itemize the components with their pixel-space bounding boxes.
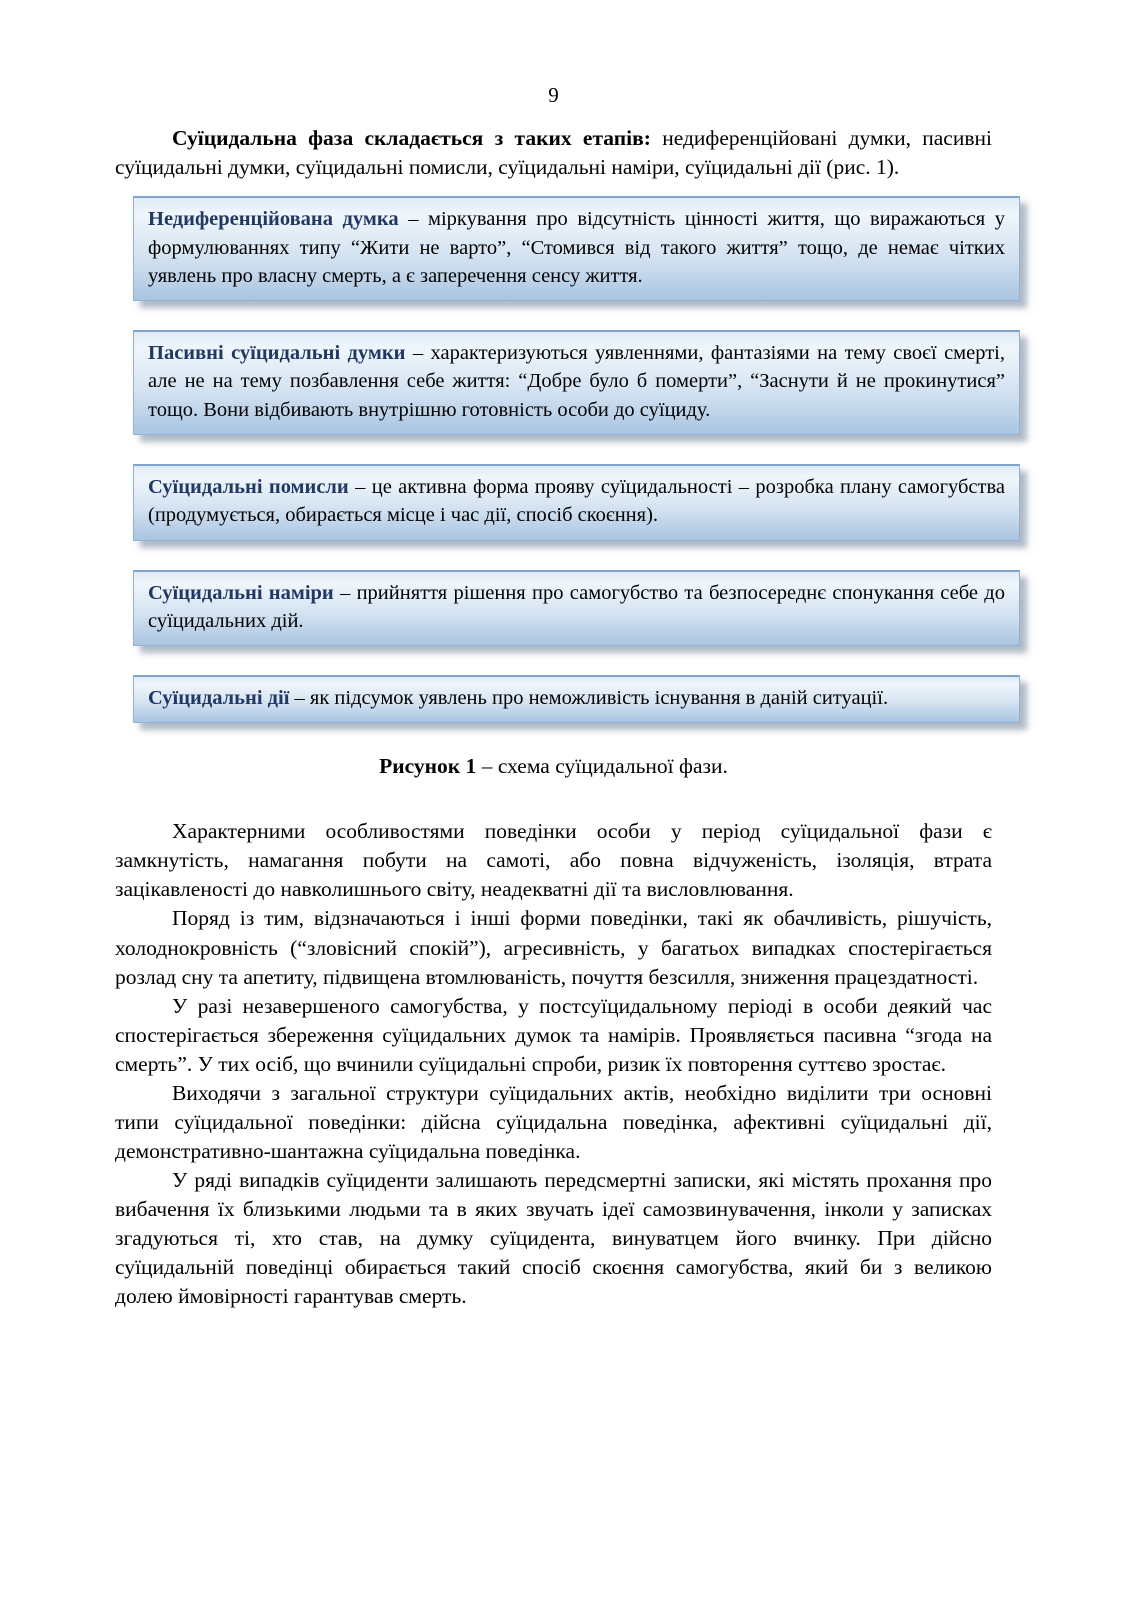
stage-box-undifferentiated-thought — [133, 196, 1020, 301]
stage-description: – це активна форма прояву суїцидальності – розробка плану самогубства (продумується, обирається місце і час дії, спосіб скоєння). — [148, 476, 1005, 527]
intro-paragraph — [115, 124, 992, 182]
body-paragraph: У разі незавершеного самогубства, у постсуїцидальному періоді в особи деякий час спостерігається збереження суїцидальних думок та намірів. Проявляється пасивна “згода на смерть”. У тих осіб, що вчинили суїцидальні спроби, ризик їх повторення суттєво зростає. — [115, 993, 992, 1076]
figure-caption-label: Рисунок 1 — [379, 754, 477, 779]
figure-caption — [115, 752, 992, 781]
stage-box-passive-suicidal-thoughts — [133, 330, 1020, 435]
stage-box-suicidal-actions — [133, 675, 1020, 723]
stage-box-suicidal-ideation — [133, 464, 1020, 541]
stage-title: Недиференційована думка — [148, 208, 399, 231]
stage-description: – характеризуються уявленнями, фантазіями на тему своєї смерті, але не на тему позбавлення себе життя: “Добре було б померти”, “Заснути й не прокинутися” тощо. Вони відбивають внутрішню готовність особи до суїциду. — [148, 342, 1005, 421]
stage-description: – як підсумок уявлень про неможливість існування в даній ситуації. — [289, 687, 889, 710]
page-number: 9 — [548, 83, 559, 107]
stage-description: – міркування про відсутність цінності життя, що виражаються у формулюваннях типу “Жити не варто”, “Стомився від такого життя” тощо, де немає чітких уявлень про власну смерть, а є заперечення сенсу життя. — [148, 208, 1005, 287]
intro-text: недиференційовані думки, пасивні суїцидальні думки, суїцидальні помисли, суїцидальні наміри, суїцидальні дії (рис. 1). — [115, 126, 992, 180]
figure-caption-text: – схема суїцидальної фази. — [476, 754, 728, 779]
body-paragraph: Поряд із тим, відзначаються і інші форми поведінки, такі як обачливість, рішучість, холоднокровність (“зловісний спокій”), агресивність, у багатьох випадках спостерігається розлад сну та апетиту, підвищена втомлюваність, почуття безсилля, зниження працездатності. — [115, 906, 992, 989]
stage-title: Суїцидальні дії — [148, 687, 290, 710]
intro-lead-bold: Суїцидальна фаза складається з таких етапів: — [172, 126, 651, 151]
figure-1-stage-diagram — [133, 196, 1020, 723]
stage-title: Суїцидальні наміри — [148, 581, 334, 604]
stage-title: Суїцидальні помисли — [148, 476, 349, 499]
body-paragraph: Характерними особливостями поведінки особи у період суїцидальної фази є замкнутість, намагання побути на самоті, або повна відчуженість, ізоляція, втрата зацікавленості до навколишнього світу, неадекватні дії та висловлювання. — [115, 819, 992, 902]
stage-title: Пасивні суїцидальні думки — [148, 342, 406, 365]
stage-box-suicidal-intentions — [133, 570, 1020, 647]
stage-description: – прийняття рішення про самогубство та безпосереднє спонукання себе до суїцидальних дій. — [148, 581, 1005, 632]
body-paragraph: Виходячи з загальної структури суїцидальних актів, необхідно виділити три основні типи суїцидальної поведінки: дійсна суїцидальна поведінка, афективні суїцидальні дії, демонстративно-шантажна суїцидальна поведінка. — [115, 1080, 992, 1163]
body-paragraph: У ряді випадків суїциденти залишають передсмертні записки, які містять прохання про вибачення їх близькими людьми та в яких звучать ідеї самозвинувачення, інколи у записках згадуються ті, хто став, на думку суїцидента, винуватцем його вчинку. При дійсно суїцидальній поведінці обирається такий спосіб скоєння самогубства, який би з великою долею ймовірності гарантував смерть. — [115, 1167, 992, 1308]
